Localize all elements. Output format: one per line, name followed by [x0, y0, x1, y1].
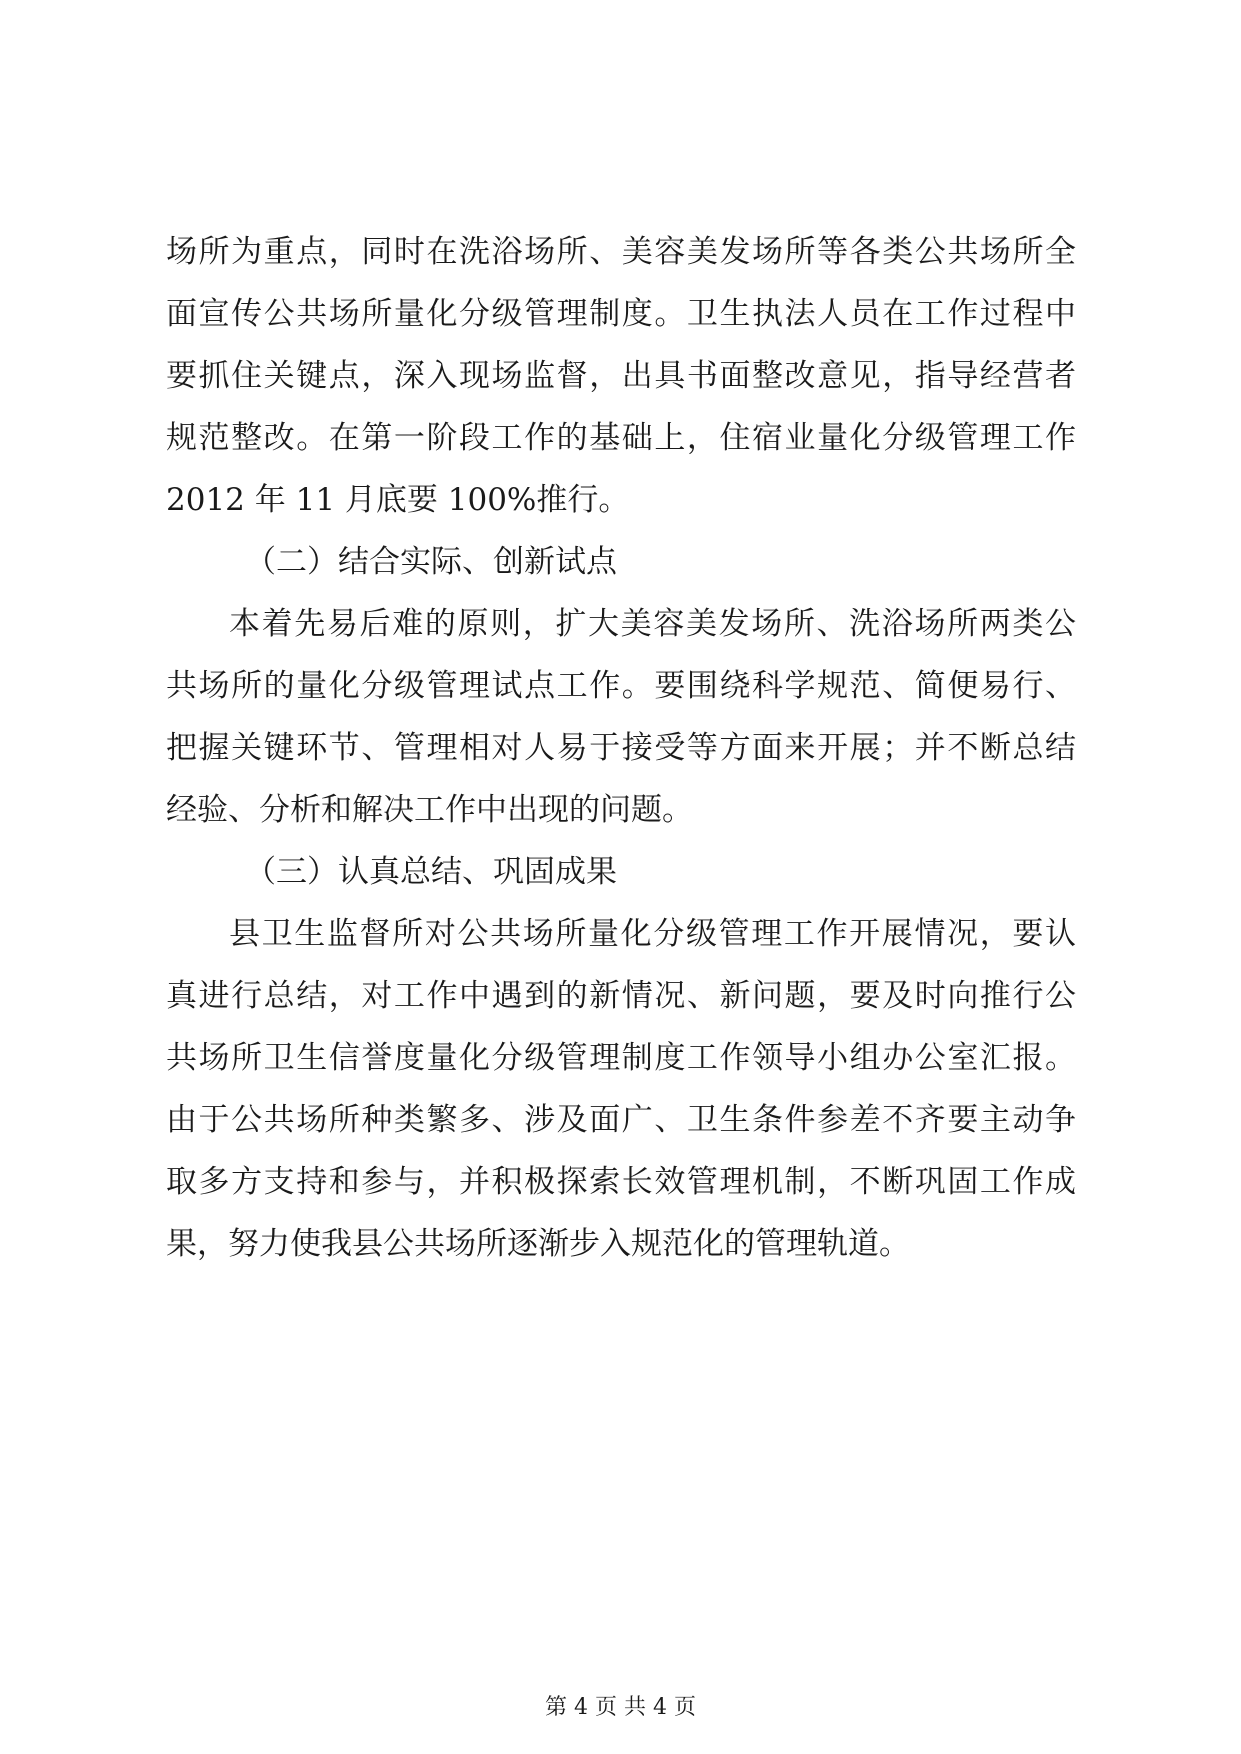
paragraph-line: 把握关键环节、管理相对人易于接受等方面来开展；并不断总结: [166, 730, 1076, 766]
paragraph-line: 经验、分析和解决工作中出现的问题。: [166, 792, 693, 828]
paragraph-line: 县卫生监督所对公共场所量化分级管理工作开展情况，要认: [229, 916, 1076, 952]
page-number-footer: 第 4 页 共 4 页: [545, 1695, 696, 1720]
paragraph-line: 取多方支持和参与，并积极探索长效管理机制，不断巩固工作成: [166, 1164, 1076, 1200]
paragraph-line: 场所为重点，同时在洗浴场所、美容美发场所等各类公共场所全: [166, 234, 1076, 270]
section-heading: （二）结合实际、创新试点: [245, 544, 617, 580]
paragraph-line: 由于公共场所种类繁多、涉及面广、卫生条件参差不齐要主动争: [166, 1102, 1076, 1138]
paragraph-line: 共场所的量化分级管理试点工作。要围绕科学规范、简便易行、: [166, 668, 1076, 704]
section-heading: （三）认真总结、巩固成果: [245, 854, 617, 890]
paragraph-line: 果，努力使我县公共场所逐渐步入规范化的管理轨道。: [166, 1226, 910, 1262]
paragraph-line: 本着先易后难的原则，扩大美容美发场所、洗浴场所两类公: [229, 606, 1076, 642]
paragraph-line: 2012 年 11 月底要 100%推行。: [166, 482, 630, 518]
paragraph-line: 要抓住关键点，深入现场监督，出具书面整改意见，指导经营者: [166, 358, 1076, 394]
paragraph-line: 共场所卫生信誉度量化分级管理制度工作领导小组办公室汇报。: [166, 1040, 1076, 1076]
paragraph-line: 规范整改。在第一阶段工作的基础上，住宿业量化分级管理工作: [166, 420, 1076, 456]
paragraph-line: 面宣传公共场所量化分级管理制度。卫生执法人员在工作过程中: [166, 296, 1076, 332]
paragraph-line: 真进行总结，对工作中遇到的新情况、新问题，要及时向推行公: [166, 978, 1076, 1014]
